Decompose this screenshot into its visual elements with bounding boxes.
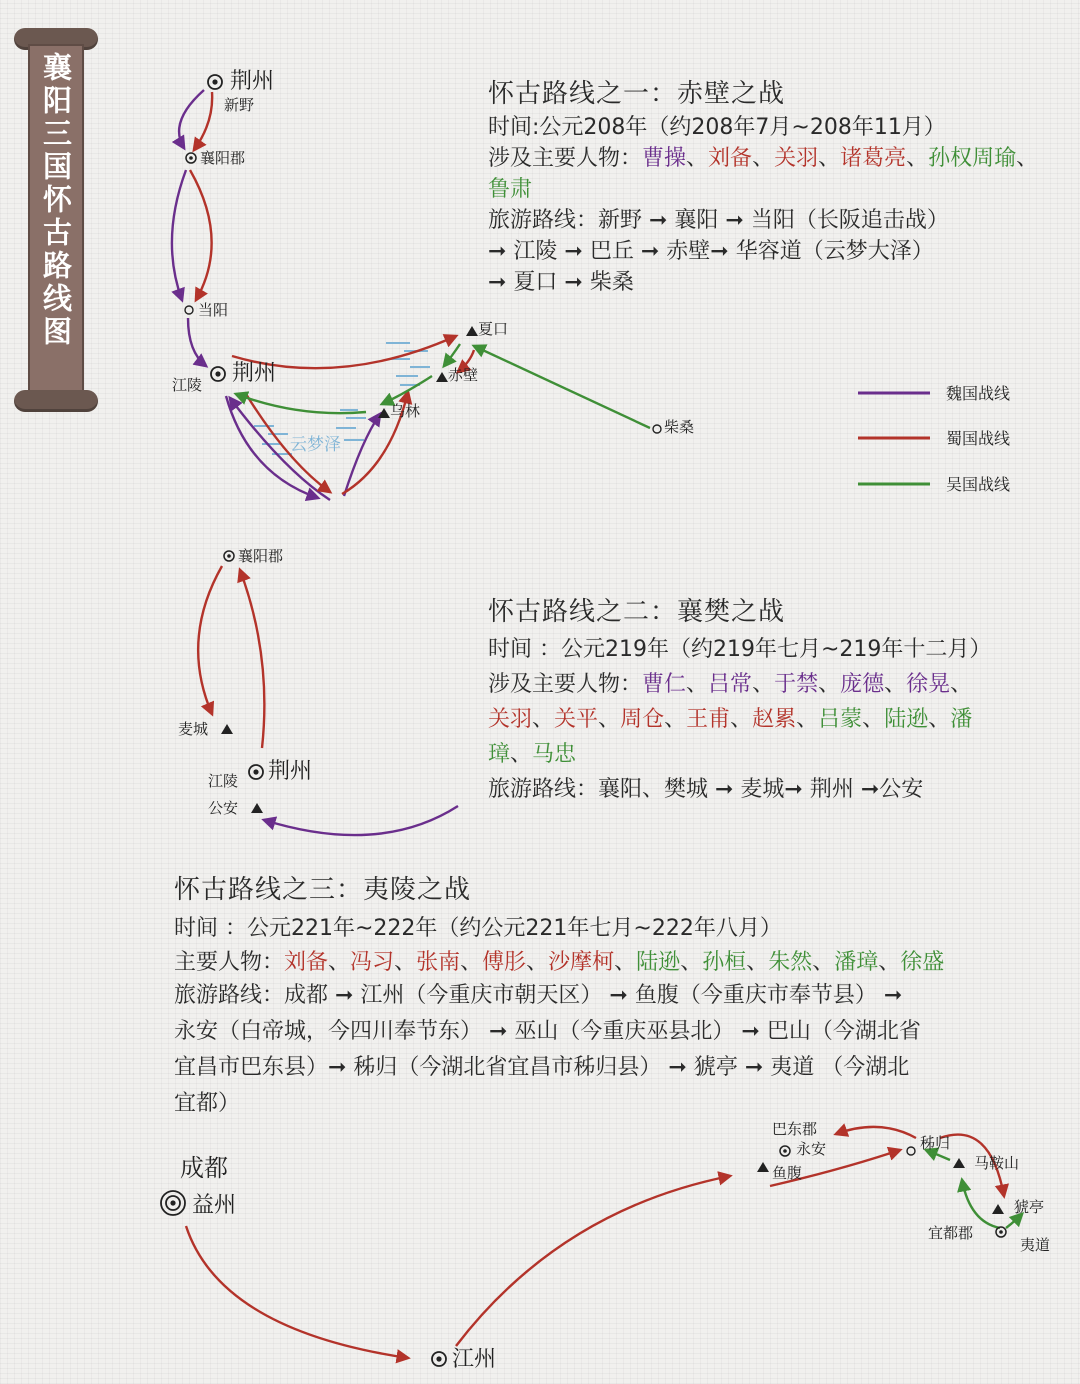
person-name: 傅肜 xyxy=(482,950,527,975)
route1-title: 怀古路线之一：赤壁之战 xyxy=(488,79,786,109)
person-separator: 、 xyxy=(818,672,841,697)
person-separator: 、 xyxy=(884,672,907,697)
person-name: 关平 xyxy=(554,707,599,732)
person-separator: 、 xyxy=(818,146,841,171)
person-separator: 、 xyxy=(510,742,533,767)
person-name: 吕蒙 xyxy=(818,707,863,732)
person-separator: 、 xyxy=(598,707,621,732)
label-xiakou: 夏口 xyxy=(478,320,509,338)
map2 xyxy=(178,547,458,835)
person-name: 刘备 xyxy=(708,146,753,171)
map2-label-maicheng: 麦城 xyxy=(178,720,209,738)
route1-people-label: 涉及主要人物： xyxy=(488,146,643,171)
map3-label-yongan: 永安 xyxy=(796,1140,827,1158)
person-name: 曹仁 xyxy=(642,672,687,697)
label-chibi: 赤壁 xyxy=(448,366,479,384)
person-name: 张南 xyxy=(416,950,461,975)
person-name: 赵累 xyxy=(752,707,797,732)
person-name: 沙摩柯 xyxy=(548,950,615,975)
person-name: 马忠 xyxy=(532,742,577,767)
person-name: 徐晃 xyxy=(906,672,951,697)
person-name: 潘璋 xyxy=(834,950,879,975)
person-name: 关羽 xyxy=(488,707,533,732)
route2-people-list-1 xyxy=(642,672,972,697)
route3-route-line-1: 旅游路线：成都 ➞ 江州（今重庆市朝天区） ➞ 鱼腹（今重庆市奉节县） ➞ xyxy=(174,983,903,1008)
route2-people-list-3 xyxy=(488,742,576,767)
person-separator: 、 xyxy=(686,146,709,171)
map2-label-jingzhou: 荆州 xyxy=(268,759,313,784)
person-separator: 、 xyxy=(680,950,703,975)
lake-marks xyxy=(254,343,430,454)
person-name: 王甫 xyxy=(686,707,731,732)
map3-label-maanshan: 马鞍山 xyxy=(974,1154,1020,1172)
person-separator: 、 xyxy=(950,672,973,697)
map3-label-zigui: 秭归 xyxy=(920,1134,951,1152)
route2-people-line-2 xyxy=(488,702,1058,737)
legend-wu-label: 吴国战线 xyxy=(946,475,1011,494)
route1-route-line-3: ➞ 夏口 ➞ 柴桑 xyxy=(488,270,634,295)
person-separator: 、 xyxy=(906,146,929,171)
wu-lines xyxy=(236,344,650,428)
person-name: 吕常 xyxy=(708,672,753,697)
route3-title: 怀古路线之三：夷陵之战 xyxy=(174,875,472,905)
map2-label-gongan: 公安 xyxy=(208,799,239,817)
route3-route-line-4: 宜都） xyxy=(174,1091,241,1116)
person-name: 诸葛亮 xyxy=(840,146,907,171)
person-separator: 、 xyxy=(394,950,417,975)
label-dangyang: 当阳 xyxy=(198,301,229,319)
route1-people xyxy=(488,143,1058,205)
person-separator: 、 xyxy=(812,950,835,975)
person-separator: 、 xyxy=(862,707,885,732)
label-jingzhou-top: 荆州 xyxy=(230,69,275,94)
person-separator: 、 xyxy=(614,950,637,975)
map3-label-yidao: 夷道 xyxy=(1020,1236,1051,1254)
person-name: 陆逊 xyxy=(884,707,929,732)
route3-time: 时间 ：公元221年~222年（约公元221年七月~222年八月） xyxy=(174,916,782,941)
person-separator: 、 xyxy=(730,707,753,732)
person-name: 孙权 xyxy=(928,146,973,171)
person-separator: 、 xyxy=(686,672,709,697)
route1-route-line-2: ➞ 江陵 ➞ 巴丘 ➞ 赤壁➞ 华容道（云梦大泽） xyxy=(488,239,934,264)
map3-label-xiaoting: 猇亭 xyxy=(1014,1198,1045,1216)
person-separator: 、 xyxy=(532,707,555,732)
route2-time: 时间 ：公元219年（约219年七月~219年十二月） xyxy=(488,637,992,662)
person-separator: 、 xyxy=(752,146,775,171)
route3-people xyxy=(174,946,1064,980)
person-name: 陆逊 xyxy=(636,950,681,975)
route3-people-list xyxy=(284,950,944,975)
route2-people-label: 涉及主要人物： xyxy=(488,672,643,697)
map3-label-yizhou: 益州 xyxy=(192,1193,237,1218)
map2-label-xiangyang: 襄阳郡 xyxy=(238,547,284,565)
route2-people-line-1 xyxy=(488,667,1058,702)
person-name: 璋 xyxy=(488,742,511,767)
person-name: 鲁肃 xyxy=(488,177,533,202)
map3-label-chengdu: 成都 xyxy=(180,1154,228,1182)
label-wulin: 乌林 xyxy=(390,402,421,420)
person-separator: 、 xyxy=(796,707,819,732)
map2-label-jiangling: 江陵 xyxy=(208,772,239,790)
person-separator: 、 xyxy=(460,950,483,975)
legend-shu-label: 蜀国战线 xyxy=(946,429,1011,448)
route1-time: 时间:公元208年（约208年7月~208年11月） xyxy=(488,115,946,140)
person-separator: 、 xyxy=(746,950,769,975)
person-separator: 、 xyxy=(526,950,549,975)
label-chaisang: 柴桑 xyxy=(664,418,695,436)
person-name: 关羽 xyxy=(774,146,819,171)
route3-route-line-3: 宜昌市巴东县）➞ 秭归（今湖北省宜昌市秭归县） ➞ 猇亭 ➞ 夷道 （今湖北 xyxy=(174,1055,910,1080)
person-name: 周瑜 xyxy=(972,146,1017,171)
route2-people-list-2 xyxy=(488,707,972,732)
map3-label-jiangzhou: 江州 xyxy=(452,1347,497,1372)
person-name: 徐盛 xyxy=(900,950,945,975)
person-separator: 、 xyxy=(928,707,951,732)
route1-route-line-1: 旅游路线：新野 ➞ 襄阳 ➞ 当阳（长阪追击战） xyxy=(488,208,949,233)
person-separator: 、 xyxy=(664,707,687,732)
person-name: 孙桓 xyxy=(702,950,747,975)
route2-people-line-3 xyxy=(488,737,1058,772)
person-separator: 、 xyxy=(1016,146,1039,171)
person-name: 周仓 xyxy=(620,707,665,732)
route3-people-label: 主要人物： xyxy=(174,950,285,975)
person-separator: 、 xyxy=(328,950,351,975)
map3 xyxy=(161,1120,1050,1372)
person-name: 刘备 xyxy=(284,950,329,975)
person-name: 冯习 xyxy=(350,950,395,975)
label-jiangling: 江陵 xyxy=(172,376,203,394)
person-separator: 、 xyxy=(878,950,901,975)
label-jingzhou-mid: 荆州 xyxy=(232,361,277,386)
person-separator: 、 xyxy=(752,672,775,697)
route2-route-line: 旅游路线：襄阳、樊城 ➞ 麦城➞ 荆州 ➞公安 xyxy=(488,777,924,802)
legend xyxy=(858,384,1010,494)
route2-title: 怀古路线之二：襄樊之战 xyxy=(488,597,786,627)
label-yunmengze: 云梦泽 xyxy=(290,435,341,455)
person-name: 朱然 xyxy=(768,950,813,975)
route1-block xyxy=(488,76,1058,298)
map3-label-yufu: 鱼腹 xyxy=(772,1164,803,1182)
route3-route-line-2: 永安（白帝城，今四川奉节东） ➞ 巫山（今重庆巫县北） ➞ 巴山（今湖北省 xyxy=(174,1019,921,1044)
person-name: 曹操 xyxy=(642,146,687,171)
legend-wei-label: 魏国战线 xyxy=(946,384,1011,403)
route3-block xyxy=(174,872,1064,1124)
route2-block xyxy=(488,594,1058,807)
person-name: 庞德 xyxy=(840,672,885,697)
route3-route xyxy=(174,980,1064,1120)
person-name: 于禁 xyxy=(774,672,819,697)
map3-label-yidu: 宜都郡 xyxy=(928,1224,974,1242)
map3-label-badong: 巴东郡 xyxy=(772,1120,818,1138)
person-name: 潘 xyxy=(950,707,973,732)
side-title: 襄阳三国怀古路线图 xyxy=(39,52,73,349)
label-xinye: 新野 xyxy=(224,96,255,114)
label-xiangyang: 襄阳郡 xyxy=(200,149,246,167)
